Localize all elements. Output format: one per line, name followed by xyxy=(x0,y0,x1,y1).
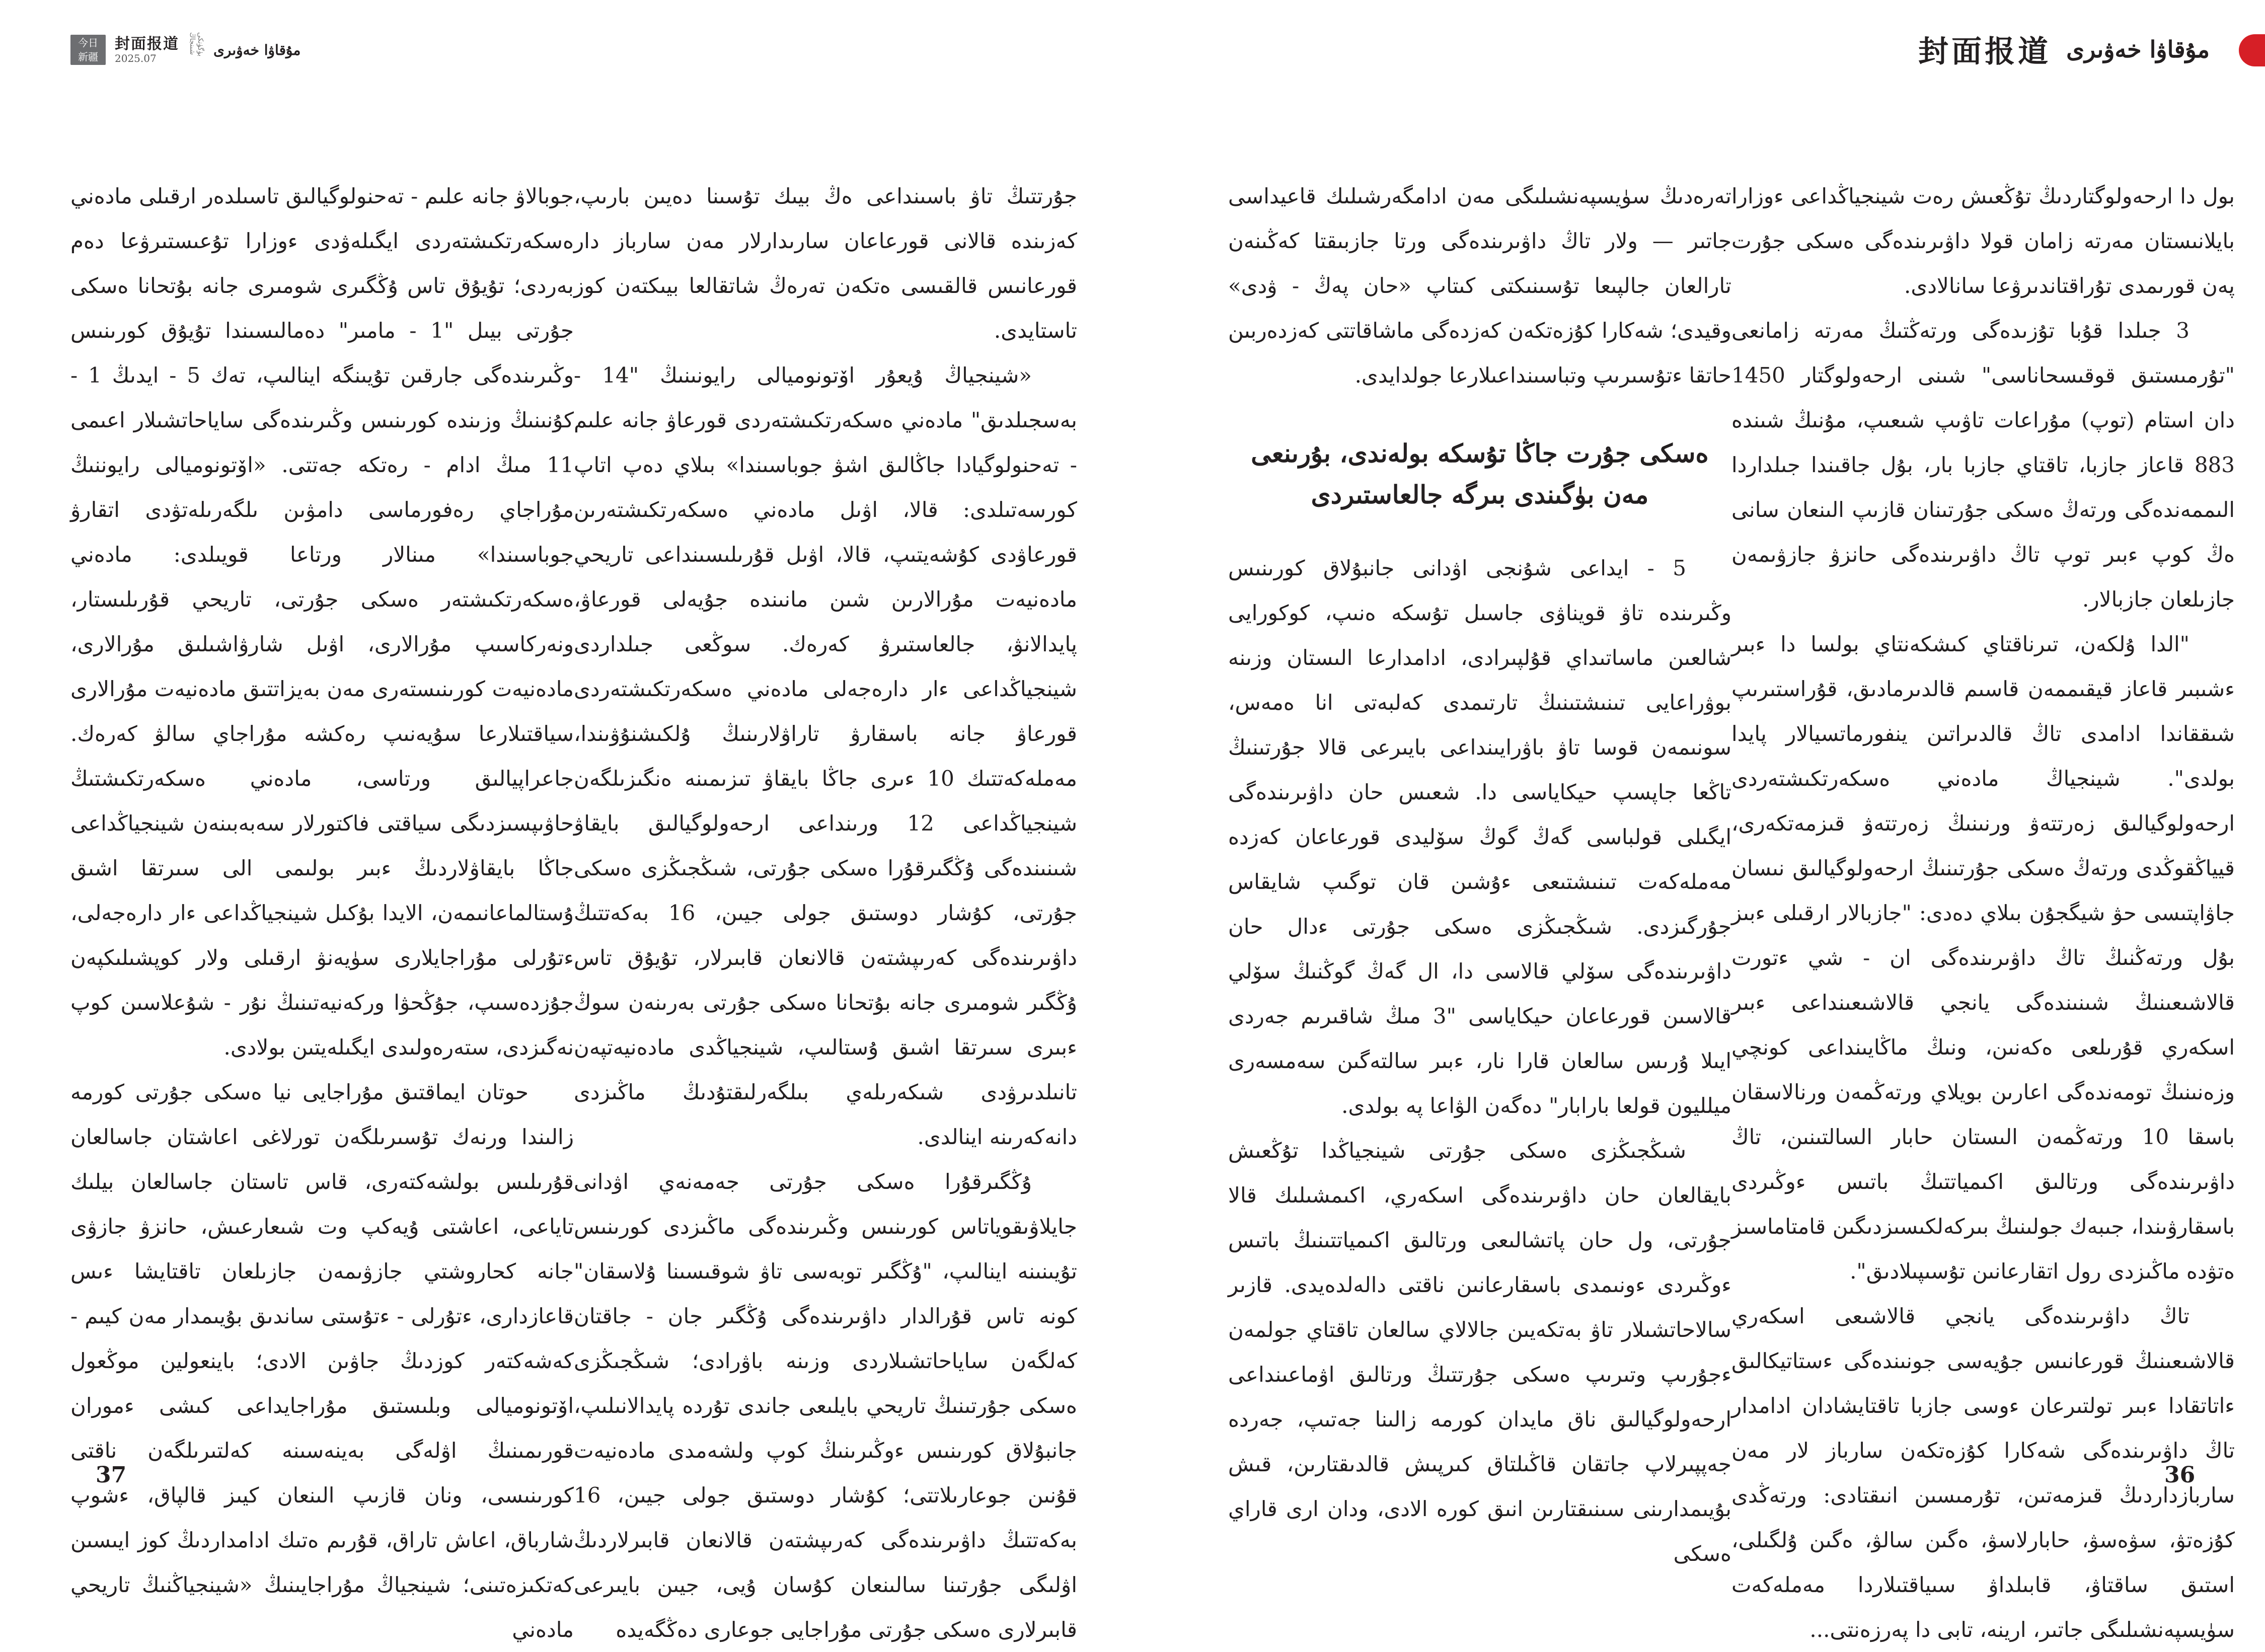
logo-line2: 新疆 xyxy=(78,51,98,63)
paragraph: ۇڭگىرقۇرا ەسكى جۇرتى جەمەنەي اۋدانى جايلاۋىقوياتاس كورىنىس وڭىرىندەگى ماڭىزدى كورىنىس تۇيىنىنە اينالىپ، "ۇڭگىر توبەسى تاۋ شوقىسىنا ۇلاسقان" كونە تاس قۇرالدار داۋىرىندەگى ۇڭگىر جان - جاقتان كەلگەن ساياحاتشىلاردى وزىنە باۋرادى؛ شىڭجىڭزى ەسكى جۇرتىنىڭ تاريحي بايلىعى جاندى تۇردە پايدالانىلىپ، جانبۇلاق كورىنىس ءوڭىرىنىڭ كوپ ولشەمدى مادەنيەت قۇنىن جوعارىلاتتى؛ كۇشار دوستىق جولى جيىن، 16 بەكەتتىڭ داۋىرىندەگى كەرىپشتەن قالانعان قابىرلاردىڭ اۋلىگى جۇرتىنا سالىنعان كۇسان ۇيى، جيىن بايىرعى قابىرلارى ەسكى جۇرتى مۇراجايى جوعارى دەڭگەيدە xyxy=(574,1169,1077,1642)
paragraph: شىڭجىڭزى ەسكى جۇرتى شينجياڭدا تۇڭعىش بايقالعان حان داۋىرىندەگى اسكەري، اكىمشىلىك قالا جۇرتى، ول حان پاتشالىعى ورتالىق اكىمياتتىنىڭ باتىس ءوڭىردى ءونىمدى باسقارعانىن ناقتى دالەلدەيدى. قازىر سالاحاتشىلار تاۋ بەتكەيىن جالالاي سالعان تاقتاي جولمەن ءجۇرىپ وتىرىپ ەسكى جۇرتتىڭ ورتالىق اۋماعىنداعى ارحەولوگيالىق ناق مايدان كورمە زالىنا جەتىپ، جەردە جەپپىرلاپ جاتقان قاڭىلتاق كىرپىش قالدىقتارىن، قىش بۇيىمدارىنى سىنىقتارىن انىق كورە الادى، ودان ارى قاراي ەسكى xyxy=(1228,1138,1731,1566)
page-tab-marker xyxy=(2239,34,2265,66)
paragraph: 3 جىلدا قۇبا تۇزىدەگى ورتەڭتىڭ مەرتە زامانعى "تۇرمىستىق قوقىسحاناسى" شىنى ارحەولوگتار 1450 دان استام (توپ) مۇراعات تاۋىپ شىعىپ، مۇنىڭ شىندە 883 قاعاز جازبا، تاقتاي جازبا بار، بۇل جاقىندا جىلداردا الىممەندەگى ورتەڭ ەسكى جۇرتىنان قازىپ الىنعان سانى ەڭ كوپ ءبىر توپ تاڭ داۋىرىندەگى حانزۋ جازۋىمەن جازىلعان جازبالار. xyxy=(1731,318,2235,612)
paragraph: حوتان ايماقتىق مۇراجايى نيا ەسكى جۇرتى كورمە زالىندا ورنەك تۇسىرىلگەن تورلاغى اعاشتان جاسالعان قۇرىلىس بولشەكتەرى، قاس تاستان جاسالعان بيلىك تاياعى، اعاشتى ۇيەكپ وت شىعارعىش، حانزۋ جازۋى جانە كحاروشتي جازۋىمەن جازىلعان تاقتايشا ءىس قاعازدارى، ءتۇرلى - ءتۇستى ساندىق بۇيىمدار مەن كيىم - كەشەكتەر كوزدىڭ جاۋىن الادى؛ باينعولين موڭعول اۆتونوميالى وبلىستىق مۇراجايداعى كىشى ءموران قورىمىنىڭ اۋلەگى بەينەسىنە كەلتىرىلگەن ناقتى كورىنىسى، ونان قازىپ الىنعان كيىز قالپاق، ءشوپ شارباق، اعاش تاراق، قۇرىم ەتىك ادامداردىڭ كوز ايىسىن كەتكىزەتىنى؛ شينجياڭ مۇراجايىنىڭ «شينجياڭنىڭ تاريحي مادەني xyxy=(70,1080,574,1642)
page-number-left: 37 xyxy=(96,1462,127,1488)
subheading: ەسكى جۇرت جاڭا تۇسكە بولەندى، بۇرىنعى مەن بۈگىندى بىرگە جالعاستىردى xyxy=(1251,438,1709,509)
logo-line1: 今日 xyxy=(78,37,98,49)
section-brand-large: 封面报道 xyxy=(1918,34,2052,69)
paragraph: تەرەدىڭ سۈيسپەنشىلىگى مەن ادامگەرشىلىك قاعيداسى جاتىر — ولار تاڭ داۋىرىندەگى ورتا جازبىقتا كەڭىنەن تارالعان جالپىعا تۇسىنىكتى كىتاپ «حان پەڭ - ۋدى» وقيدى؛ شەكارا كۇزەتكەن كەزدەگى ماشاقاتتى كەزدەربىن حاتقا ءتۇسىرىپ وتباسىنداعىلارعا جولدايدى. xyxy=(1228,184,1731,388)
paragraph: «شينجياڭ ۇيعۇر اۆتونوميالى رايونىنىڭ "14 - بەسجىلدىق" مادەني ەسكەرتكىشتەردى قورعاۋ جانە علىم - تەحنولوگيادا جاڭالىق اشۋ جوباسىندا» بىلاي دەپ اتاپ كورسەتىلدى: قالا، اۋىل مادەني ەسكەرتكىشتەرىن قورعاۋدى كۇشەيتىپ، قالا، اۋىل قۇرىلىسىنداعى تاريحي مادەنيەت مۇرالارىن شىن مانىندە جۇيەلى قورعاۋ، پايدالانۋ، جالعاستىرۋ كەرەك. سوڭعى جىلداردى شينجياڭداعى ءار دارەجەلى مادەني ەسكەرتكىشتەردى قورعاۋ جانە باسقارۋ تاراۋلارىنىڭ ۇلكىشنۇۋىندا، مەملەكەتتىك 10 ءىرى جاڭا بايقاۋ تىزىمىنە ەنگىزىلگەن شينجياڭداعى 12 ورىنداعى ارحەولوگيالىق بايقاۋ شىنىندەگى ۇڭگىرقۇرا ەسكى جۇرتى، شىڭجىڭزى ەسكى جۇرتى، كۇشار دوستىق جولى جيىن، 16 بەكەتتىڭ داۋىرىندەگى كەرىپشتەن قالانعان قابىرلار، تۇيۇق تاس ۇڭگىر شومىرى جانە بۇتحانا ەسكى جۇرتى بەرىنەن سوڭ ءبىرى سىرتقا اشىق ۇستالىپ، شينجياڭدى مادەنيەتپەن تانىلدىرۋدى شىكەرىلەي بىلگەرلىقتۇدىڭ ماڭىزدى دانەكەرىنە اينالدى. xyxy=(574,363,1078,1149)
magazine-logo xyxy=(70,35,106,65)
column-page36-left xyxy=(1228,174,1731,1566)
column-page37-right xyxy=(574,174,1078,1642)
paragraph: تاڭ داۋىرىندەگى يانجي قالاشىعى اسكەري قالاشىعىنىڭ قورعانىس جۇيەسى جونىندەگى ءستاتيكالىق ءاتاتقادا ءبىر تولتىرعان ءوسى جازبا تاقتايشادان ادامدار تاڭ داۋىرىندەگى شەكارا كۇزەتكەن سارباز لار مەن ساربازداردىڭ قىزمەتىن، تۇرمىسىن انىقتادى: ورتەڭدى كۇزەتۋ، سۋەسۋ، حابارلاسۋ، ەگىن سالۋ، ەگىن ۇلگىلى، استىق ساقتاۋ، قابىلداۋ سىياقتىلاردا مەملەكەت سۈيسپەنشىلىگى جاتىر، ارينە، تابى دا پەرزەنتى... xyxy=(1731,1304,2235,1642)
section-title: مۇقاۋا خەۋىرى xyxy=(213,41,301,58)
paragraph: بول دا ارحەولوگتاردىڭ تۇڭعىش رەت شينجياڭداعى ءوزارا بايلانىستان مەرتە زامان قولا داۋىرىندەگى ەسكى جۇرت پەن قورىمدى تۇراقتاندىرۋعا سانالادى. xyxy=(1731,184,2235,298)
header-right xyxy=(1918,29,2210,69)
header-left xyxy=(70,32,300,67)
page-number-right: 36 xyxy=(2164,1462,2196,1488)
paragraph: جۇرتتىڭ تاۋ باسىنداعى ەڭ بيىك تۇسىنا دەيىن بارىپ، كەزىندە قالانى قورعاعان سارىدارلار مەن سارباز دار قورعانىس قالقىسى ەتكەن تەرەڭ شاتقالعا بيىكتەن كوز تاستايدى. xyxy=(574,184,1077,343)
section-title-large: مۇقاۋا خەۋىرى xyxy=(2066,36,2210,63)
section-brand: 封面报道 xyxy=(115,35,179,53)
paragraph: جوبالاۋ جانە علىم - تەحنولوگيالىق تاسىلدەر ارقىلى مادەني ەسكەرتكىشتەردى ايگىلەۋدى ءوزارا تۇعىستىرۋعا دەم بەردى؛ تۇيۇق تاس ۇڭگىرى شومىرى جانە بۇتحانا ەسكى جۇرتى بيىل "1 - مامىر" دەمالىسىندا تۇيۇق كورىنىس وڭىرىندەگى جارقىن تۇيىنگە اينالىپ، تەك 5 - ايدىڭ 1 - كۇنىنىڭ وزىندە كورىنىس وڭىرىندەگى ساياحاتشىلار اعىمى 11 مىڭ ادام - رەتكە جەتتى. «اۆتونوميالى رايوننىڭ مۇراجاي رەفورماسى دامۋىن ىلگەرىلەتۋدى اتقارۋ جوباسىندا» مىنالار ورتاعا قويىلدى: مادەني ەسكەرتكىشتەر ەسكى جۇرتى، تاريحي قۇرىلىستار، ونەركاسىپ مۇرالارى، اۋىل شارۋاشىلىق مۇرالارى، مادەنيەت كورىنىستەرى مەن بەيزاتتىق مادەنيەت مۇرالارى سياقتىلارعا سۇيەنىپ رەكشە مۇراجاي سالۋ كەرەك. جاعراپيالىق ورتاسى، مادەني ەسكەرتكىشتىڭ حاۋىپسىزدىگى سياقتى فاكتورلار سەبەبىنەن شينجياڭداعى جاڭا بايقاۋلاردىڭ ءبىر بولىمى الى سىرتقا اشىق ۇستالماعانىمەن، الايدا بۇكىل شينجياڭداعى ءار دارەجەلى، ءتۇرلى مۇراجايلارى سۈيەنۋ ارقىلى ولار كوپشىلىكپەن جۇزدەسىپ، جۇڭحۋا وركەنيەتىنىڭ نۇر - شۇعلاسىن كوپ نەگىزدى، ستەرەولىدى ايگىلەيتىن بولادى. xyxy=(70,184,574,1060)
paragraph: "الدا ۇلكەن، تىرناقتاي كىشكەنتاي بولسا دا ءبىر ءشىبىر قاعاز قيقىممەن قاسىم قالدىرمادىق، قۇراستىرىپ شىققاندا ادامدى تاڭ قالدىراتىن ينفورماتسيالار پايدا بولدى". شينجياڭ مادەني ەسكەرتكىشتەردى ارحەولوگيالىق زەرتتەۋ ورنىنىڭ زەرتتەۋ قىزمەتكەرى، قيياڭقوڭدى ورتەڭ ەسكى جۇرتىنىڭ ارحەولوگيالىق نىسان جاۋاپتىسى حۋ شيگجۇن بىلاي دەدى: "جازبالار ارقىلى ءبىز بۇل ورتەڭنىڭ تاڭ داۋىرىندەگى ان - شي ءتورت قالاشىعىنىڭ شىنىندەگى يانجي قالاشىعىنداعى ءبىر اسكەري قۇرىلعى ەكەنىن، ونىڭ ماڭايىنداعى كونچي وزەنىنىڭ تومەندەگى اعارىن بويلاي ورتەڭمەن ورنالاسقان باسقا 10 ورتەڭمەن الىستان حابار السالتىنىن، تاڭ داۋىرىندەگى ورتالىق اكىمياتتىڭ باتىس ءوڭىردى باسقارۋىندا، جىبەك جولىنىڭ بىركەلكىسىزدىگىن قامتاماسىز ەتۋدە ماڭىزدى رول اتقارعانىن تۇسىپىلادىق". xyxy=(1731,632,2235,1284)
magazine-name-vertical: بۈگۈنكى شىنجاڭ xyxy=(188,32,204,57)
paragraph: 5 - ايداعى شۇنجى اۋدانى جانبۇلاق كورىنىس وڭىرىندە تاۋ قويناۋى جاسىل تۇسكە ەنىپ، كوكورايى شالعىن ماساتىداي قۇلپىرادى، ادامدارعا الىستان وزىنە بوۋراعايى تىنىشتىنىڭ تارتىمدى كەلبەتى انا ەمەس، سونىمەن قوسا تاۋ باۋرايىنداعى بايىرعى قالا جۇرتىنىڭ تاڭعا جاپسپ حيكاياسى دا. شعىس حان داۋىرىندەگى ايگىلى قولباسى گەڭ گوڭ سۆليدى قورعاعان كەزدە مەملەكەت تىنىشتىعى ءۇشىن قان توگىپ شايقاس جۇرگىزدى. شىڭجىڭزى ەسكى جۇرتى ءدال حان داۋىرىندەگى سۆلي قالاسى دا، ال گەڭ گوڭنىڭ سۆلي قالاسىن قورعاعان حيكاياسى "3 مىڭ شاقىرىم جەردى ايىلا ۇرىس سالعان قارا نار، ءبىر سالتەگىن سەمسەرى ميلليون قولعا بارابار" دەگەن الۋاعا پە بولدى. xyxy=(1228,556,1731,1118)
issue-date: 2025.07 xyxy=(115,52,157,64)
